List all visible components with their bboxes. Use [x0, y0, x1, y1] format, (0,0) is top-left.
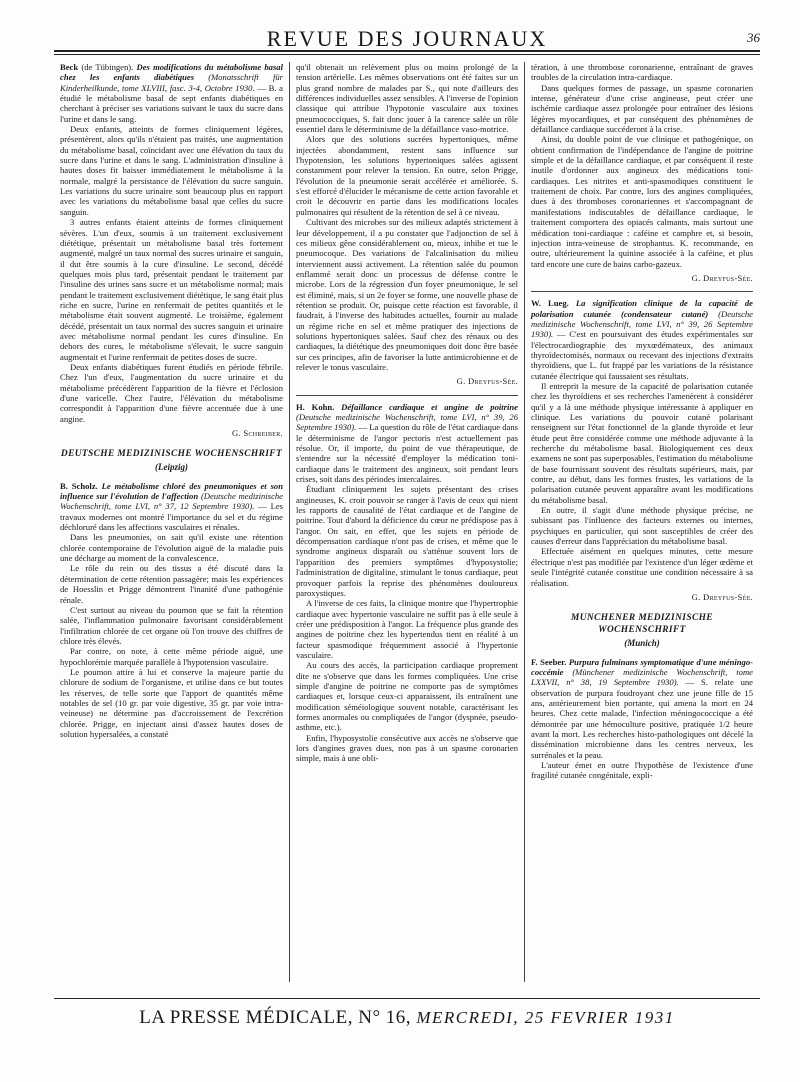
article-title: La signification clinique de la capacité de polarisation cutanée (condensateur cutané) — [531, 298, 753, 319]
footer-journal: LA PRESSE MÉDICALE, N° 16, — [139, 1007, 417, 1028]
article-text: — Les travaux modernes ont montré l'importance du sel et du régime déchloruré dans les affections vasculaires et rénales. — [60, 501, 283, 533]
page-title: REVUE DES JOURNAUX — [266, 26, 548, 51]
article-author: W. Lueg. — [531, 298, 569, 309]
article-author: B. Scholz. — [60, 480, 98, 491]
paragraph: Étudiant cliniquement les sujets présentant des crises angineuses, K. croit pouvoir se ranger à l'avis de ceux qui nient les rapports de causalité de l'état cardiaque et de l'angine de poitrine. Tout d'abord la déficience du cœur ne prédispose pas à l'angor. On sait, en effet, que les sujets en période de décompensation cardiaque n'ont pas de crises, et même que le syndrome angineux disparaît ou s'atténue souvent lors de l'apparition des premiers symptômes d'hyposystolie; l'administration de digitaline, stimulant le tonus cardiaque, peut provoquer parfois la reprise des phénomènes douloureux paroxystiques. — [296, 484, 518, 598]
paragraph: Dans les pneumonies, on sait qu'il existe une rétention chlorée contemporaine de l'évolution aiguë de la maladie puis une décharge au moment de la convalescence. — [60, 532, 283, 564]
paragraph: A l'inverse de ces faits, la clinique montre que l'hypertrophie cardiaque avec hypertonie vasculaire ne suffit pas à elle seule à créer une prédisposition à l'angor. La fréquence plus grande des angines de poitrine chez les hypertendus tient en réalité à un facteur spasmodique fréquemment associé à l'hypertonie vasculaire. — [296, 598, 518, 660]
author-signature: G. Dreyfus-Sée. — [691, 272, 753, 283]
author-affiliation: (de Tübingen). — [78, 62, 137, 72]
paragraph: Enfin, l'hyposystolie consécutive aux accès ne s'observe que lors d'angines graves dues, non pas à un spasme coronarien simple, mais à une obli- — [296, 732, 518, 764]
paragraph: 3 autres enfants étaient atteints de formes cliniquement sévères. L'un d'eux, soumis à un traitement exclusivement diététique, présentait un métabolisme basal très fortement augmenté, malgré un taux normal des sucres urinaire et sanguin, il dut être soumis à la cure d'insuline. Le second, décédé quelques mois plus tard, présentait pendant le traitement par l'insuline des urines sans sucre et un métabolisme normal; mais pendant le traitement exclusivement diététique, le sang était plus riche en sucre, l'urine en renfermait de petites quantités et le métabolisme était souvent augmenté. Le troisième, également décédé, présentait un taux normal des sucres sanguin et urinaire avec métabolisme normal pendant les cures d'insuline. En dehors des cures, le métabolisme s'élevait, le sucre sanguin augmentait et l'urine renfermait de petites doses de sucre. — [60, 217, 283, 362]
author-signature: G. Dreyfus-Sée. — [691, 591, 753, 602]
article-text: — C'est en poursuivant des études expérimentales sur l'électrocardiographie des myxœdémateux, des animaux thyroïdectomisés, normaux ou recevant des injections d'extraits thyroïdiens, que L. fut frappé par les variations de la résistance cutanée électrique qui faussaient ses résultats. — [531, 329, 753, 381]
column-middle — [289, 62, 524, 982]
article-columns — [54, 62, 760, 982]
journal-page — [54, 22, 760, 1047]
paragraph: C'est surtout au niveau du poumon que se fait la rétention salée, l'inflammation pulmonaire favorisant considérablement l'infiltration chlorée de cet organe où l'on trouve des chiffres de chlore très élevés. — [60, 604, 283, 646]
article-lueg — [531, 298, 753, 381]
article-divider — [531, 291, 753, 292]
article-source: (Deutsche medizinische Wochenschrift, tome LVI, n° 39, 26 Septembre 1930). — [296, 412, 518, 433]
paragraph: Au cours des accès, la participation cardiaque proprement dite ne s'observe que dans les formes compliquées. Une crise simple d'angine de poitrine ne comporte pas de symptômes cardiaques et, lorsque ceux-ci apparaissent, ils entraînent une modification séméiologique souvent notable, caractérisant les formes anormales ou compliquées de l'angor (dyspnée, pseudo-asthme, etc.). — [296, 660, 518, 733]
section-city: (Leipzig) — [155, 462, 188, 473]
article-seeber — [531, 657, 753, 760]
header-rule — [54, 54, 760, 55]
paragraph: Deux enfants diabétiques furent étudiés en période fébrile. Chez l'un d'eux, l'augmentation du sucre urinaire et du métabolisme précédèrent l'apparition de la fièvre et l'éclosion d'une varicelle. Chez l'autre, l'élévation du métabolisme correspondit à l'apparition d'une fièvre accentuée due à une angine. — [60, 361, 283, 424]
article-source: (Deutsche medizinische Wochenschrift, tome LVI, n° 39, 26 Septembre 1930). — [531, 308, 753, 340]
paragraph: Ainsi, du double point de vue clinique et pathogénique, on obtient confirmation de l'indépendance de l'angine de poitrine simple et de la défaillance cardiaque, et par conséquent il reste inutile d'ordonner aux angineux des médications toni-cardiaques. Les nitrites et anti-spasmodiques constituent le traitement de choix. Par contre, lors des angines compliquées, dues à des thromboses coronariennes et s'accompagnant de manifestations indiscutables de défaillance cardiaque, le traitement comportera des opiacés calmants, mais surtout une médication toni-cardiaque : caféine et camphre et, si besoin, injection intra-veineuse de strophantus. K. recommande, en outre, ultérieurement la quinine associée à la caféine, et plus tard encore une cure de bains carbo-gazeux. — [531, 134, 753, 269]
author-signature: G. Dreyfus-Sée. — [456, 376, 518, 387]
article-text: — S. relate une observation de purpura foudroyant chez une jeune fille de 15 ans, antérieurement bien portante, qui amena la mort en 24 heures. Chez cette malade, l'infection méningococcique a été démontrée par une hémoculture positive, pratiquée 1/2 heure avant la mort. Les recherches histo-pathologiques ont décelé la dissémination microbienne dans les centres nerveux, les surrénales et la peau. — [531, 677, 753, 760]
article-author: F. Seeber. — [531, 656, 567, 667]
article-title: Des modifications du métabolisme basal chez les enfants diabétiques — [60, 62, 283, 83]
paragraph: L'auteur émet en outre l'hypothèse de l'existence d'une fragilité cutanée congénitale, expli- — [531, 759, 753, 781]
article-source: (Monatsschrift für Kinderheilkunde, tome XLVIII, fasc. 3-4, Octobre 1930. — [60, 72, 283, 93]
paragraph: En outre, il s'agit d'une méthode physique précise, ne subissant pas l'influence des facteurs externes ou internes, psychiques en particulier, qui sont susceptibles de créer des causes d'erreur dans l'appréciation du métabolisme basal. — [531, 505, 753, 547]
page-footer — [54, 998, 760, 1039]
section-heading: MUNCHENER MEDIZINISCHE WOCHENSCHRIFT — [571, 613, 713, 636]
article-title: Purpura fulminans symptomatique d'une méningo-coccémie — [531, 656, 753, 677]
article-source: (Deutsche medizinische Wochenschrift, tome LVI, n° 37, 12 Septembre 1930). — [60, 491, 283, 512]
article-beck — [60, 62, 283, 124]
article-text: — La question du rôle de l'état cardiaque dans le déterminisme de l'angor pectoris n'est actuellement pas résolue. Or, il importe, du point de vue thérapeutique, de s'entendre sur la nécessité d'employer la médication toni-cardiaque dans le traitement des angineux, soit pendant leurs crises, soit dans des périodes intercalaires. — [296, 422, 518, 485]
article-text: — B. a étudié le métabolisme basal de sept enfants diabétiques en cherchant à préciser ses variations suivant le taux du sucre dans l'urine et dans le sang. — [60, 82, 283, 124]
paragraph: Deux enfants, atteints de formes cliniquement légères, présentèrent, alors qu'ils n'étaient pas traités, une augmentation du métabolisme basal, coïncidant avec une élévation du taux du sucre dans l'urine et dans le sang. L'administration d'insuline à hautes doses fit baisser immédiatement le métabolisme à la normale, malgré la persistance de l'élévation du sucre sanguin. Les variations du sucre urinaire sont beaucoup plus en rapport avec les variations du métabolisme basal que celles du sucre sanguin. — [60, 124, 283, 217]
paragraph: qu'il obtenait un relèvement plus ou moins prolongé de la tension artérielle. Les mêmes observations ont été faites sur un plus grand nombre de malades par S., qui note d'ailleurs des différences individuelles assez sensibles. A l'inverse de l'opinion classique qui attribue l'hypotonie vasculaire aux toxines pneumococciques, S. fait donc jouer à la carence salée un rôle essentiel dans le déterminisme de la défaillance vaso-motrice. — [296, 62, 518, 135]
paragraph: Effectuée aisément en quelques minutes, cette mesure électrique n'est pas modifiée par l'existence d'un léger œdème et seule l'intégrité cutanée constitue une condition nécessaire à sa réalisation. — [531, 546, 753, 588]
article-author: Beck — [60, 62, 79, 72]
article-scholz — [60, 481, 283, 533]
section-heading: DEUTSCHE MEDIZINISCHE WOCHENSCHRIFT — [60, 449, 283, 460]
paragraph: Alors que des solutions sucrées hypertoniques, même injectées abondamment, restent sans influence sur l'hypotension, les solutions hypertoniques salées agissent constamment pour relever la tension. En outre, selon Prigge, l'évolution de la pneumonie serait accélérée et améliorée. S. s'est efforcé d'élucider le mécanisme de cette action favorable et croit le découvrir en partie dans les modifications locales pulmonaires qui résultent de la rétention de sel à ce niveau. — [296, 134, 518, 217]
article-title: Défaillance cardiaque et angine de poitrine — [334, 401, 518, 412]
page-header — [54, 22, 760, 52]
article-title: Le métabolisme chloré des pneumoniques et son influence sur l'évolution de l'affection — [60, 480, 283, 502]
page-number: 36 — [747, 30, 760, 45]
footer-text — [54, 1007, 760, 1029]
article-source: (Münchener medizinische Wochenschrift, tome LXXVII, n° 38, 19 Septembre 1930). — [531, 666, 753, 688]
article-author: H. Kohn. — [296, 401, 335, 412]
column-left — [54, 62, 289, 982]
paragraph: Par contre, on note, à cette même période aiguë, une hypochlorémie marquée parallèle à l'hypotension vasculaire. — [60, 646, 283, 667]
section-city: (Munich) — [624, 638, 660, 649]
article-kohn — [296, 402, 518, 485]
article-divider — [296, 395, 518, 396]
author-signature: G. Schreiber. — [232, 428, 283, 439]
paragraph: tération, à une thrombose coronarienne, entraînant de graves troubles de la circulation intra-cardiaque. — [531, 62, 753, 83]
column-right — [524, 62, 759, 982]
paragraph: Le poumon attire à lui et conserve la majeure partie du chlorure de sodium de l'organisme, et utilise dans ce but toutes les réserves, de telle sorte que l'apport de quantités même notables de sel (10 gr. par voie digestive, 35 gr. par voie intra-veineuse) ne détermine pas d'accroissement de l'excrétion chlorée. Prigge, en injectant ainsi d'assez hautes doses de solution hypersalées, a constaté — [60, 666, 283, 739]
paragraph: Il entreprit la mesure de la capacité de polarisation cutanée chez les thyroïdiens et ses recherches l'amenèrent à considérer qu'il y a là une méthode physique intéressante à appliquer en clinique. Les variations du pouvoir cutané polarisant renseignent sur l'état fonctionnel de la glande thyroïde et leur étude peut être considérée comme une méthode adjuvante à la recherche du métabolisme basal. Biologiquement ces deux examens ne sont pas superposables, l'estimation du métabolisme de base fournissant souvent des résultats supérieurs, mais, par contre, au début, dans les formes frustes, les variations de la polarisation cutanée peuvent apparaître avant les modifications du métabolisme basal. — [531, 380, 753, 505]
paragraph: Le rôle du rein ou des tissus a été discuté dans la détermination de cette rétention passagère; mais les expériences de Hoesslin et Prigge démontrent l'inanité d'une pathogénie rénale. — [60, 563, 283, 605]
paragraph: Dans quelques formes de passage, un spasme coronarien intense, générateur d'une crise angineuse, peut créer une ischémie cardiaque assez prolongée pour entraîner des lésions légères myocardiques, et par conséquent des phénomènes de défaillance cardiaque succéderont à la crise. — [531, 82, 753, 135]
paragraph: Cultivant des microbes sur des milieux adaptés strictement à leur développement, il a pu constater que l'adjonction de sel à ces milieux gêne considérablement ou, mieux, inhibe et tue le pneumocoque. Des variations de l'alcalinisation du milieu interviennent aussi activement. La rétention salée du poumon enflammé serait donc un processus de défense contre le microbe. Lors de la régression d'un foyer pneumonique, le sel est éliminé, mais, si un 2e foyer se forme, une nouvelle phase de rétention se produit. Or, puisque cette réaction est favorable, il faudrait, à l'inverse des habitudes actuelles, fournir au malade un régime riche en sel et même pratiquer des injections de solutions hypertoniques salées. Sauf chez des rénaux ou des cardiaques, la diététique des pneumoniques doit donc être basée sur ces principes, afin de favoriser la lutte antimicrobienne et de relever le tonus vasculaire. — [296, 217, 518, 372]
footer-date: MERCREDI, 25 FEVRIER 1931 — [416, 1008, 675, 1027]
